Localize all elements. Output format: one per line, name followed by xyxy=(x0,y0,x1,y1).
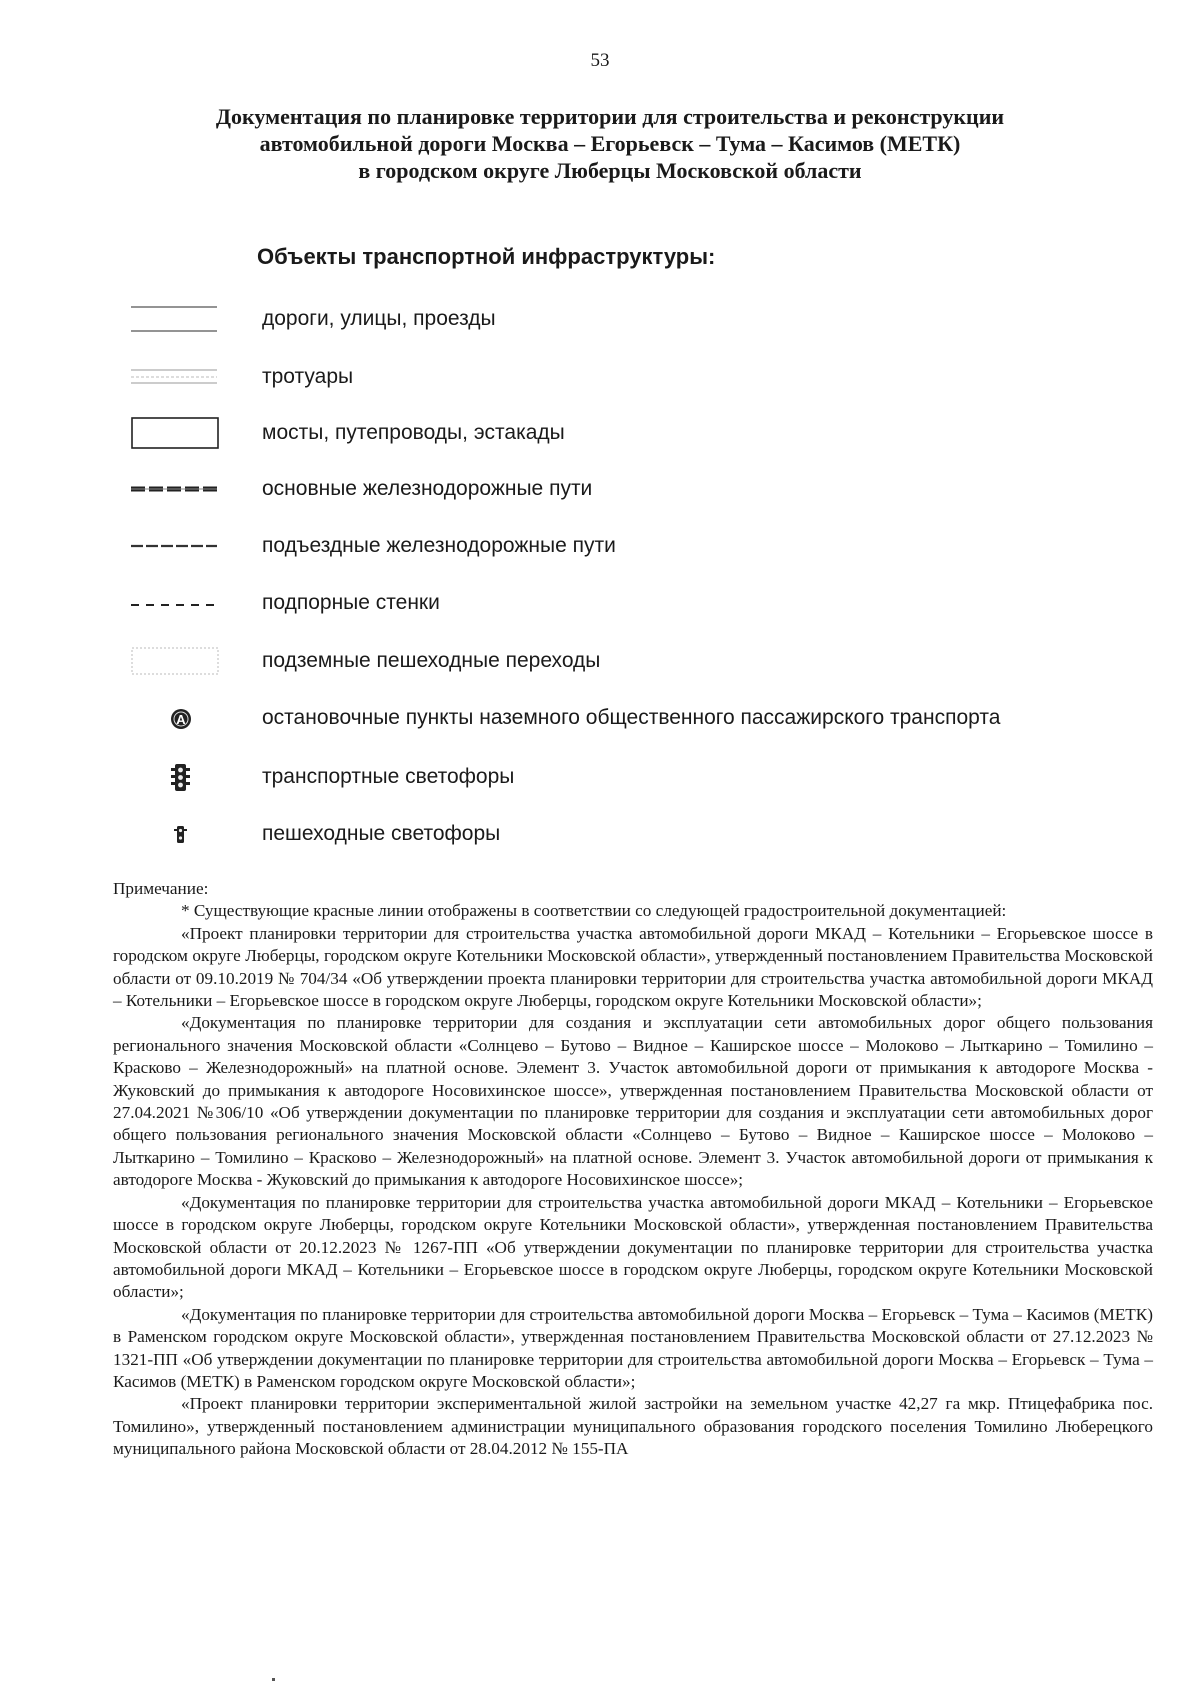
scan-speck xyxy=(272,1678,275,1681)
main-railway-icon xyxy=(125,464,225,514)
note-title: Примечание: xyxy=(113,879,209,898)
legend-item-sidewalks xyxy=(0,352,1200,402)
legend-item-retaining-walls xyxy=(0,578,1200,628)
legend-label: основные железнодорожные пути xyxy=(262,477,593,500)
legend-label: пешеходные светофоры xyxy=(262,822,501,845)
note-paragraph: «Проект планировки территории для строительства участка автомобильной дороги МКАД – Котельники – Егорьевское шоссе в городском округе Люберцы, городском округе Котельники Московской области», утвержденный постановлением Правительства Московской области от 09.10.2019 № 704/34 «Об утверждении проекта планировки территории для строительства участка автомобильной дороги МКАД – Котельники – Егорьевское шоссе в городском округе Люберцы, городском округе Котельники Московской области»; xyxy=(113,923,1153,1011)
legend-item-bridges xyxy=(0,408,1200,458)
road-lines-icon xyxy=(125,294,225,344)
title-line-2: автомобильной дороги Москва – Егорьевск – Тума – Касимов (МЕТК) xyxy=(259,131,961,156)
legend-item-pedestrian-lights xyxy=(0,809,1200,859)
note-paragraph: * Существующие красные линии отображены в соответствии со следующей градостроительной документацией: xyxy=(181,901,1007,921)
document-title xyxy=(150,103,1070,184)
note-section xyxy=(113,878,1153,1461)
legend-item-underpasses xyxy=(0,636,1200,686)
legend-item-bus-stops xyxy=(0,693,1200,743)
legend-label: подземные пешеходные переходы xyxy=(262,649,601,672)
legend-label: тротуары xyxy=(262,365,354,388)
bridge-rect-icon xyxy=(125,408,225,458)
legend-heading: Объекты транспортной инфраструктуры: xyxy=(257,244,716,269)
legend-label: остановочные пункты наземного общественного пассажирского транспорта xyxy=(262,706,1001,729)
page-number: 53 xyxy=(590,50,610,71)
access-railway-icon xyxy=(125,521,225,571)
title-line-1: Документация по планировке территории для строительства и реконструкции xyxy=(215,104,1005,129)
sidewalk-hatch-icon xyxy=(125,352,225,402)
traffic-light-icon xyxy=(125,752,225,802)
legend-item-traffic-lights xyxy=(0,752,1200,802)
svg-text:A: A xyxy=(176,712,186,727)
legend-label: подъездные железнодорожные пути xyxy=(262,534,616,557)
legend-label: транспортные светофоры xyxy=(262,765,515,788)
pedestrian-light-icon xyxy=(125,809,225,859)
legend-label: подпорные стенки xyxy=(262,591,440,614)
bus-stop-a-icon xyxy=(125,693,225,743)
note-paragraph: «Проект планировки территории экспериментальной жилой застройки на земельном участке 42,27 га мкр. Птицефабрика пос. Томилино», утвержденный постановлением администрации муниципального образования городского поселения Томилино Люберецкого муниципального района Московской области от 28.04.2012 № 155-ПА xyxy=(113,1394,1153,1459)
title-line-3: в городском округе Люберцы Московской области xyxy=(358,158,862,183)
legend-item-main-railway xyxy=(0,464,1200,514)
legend-label: дороги, улицы, проезды xyxy=(262,307,496,330)
legend-label: мосты, путепроводы, эстакады xyxy=(262,421,565,444)
legend-item-roads xyxy=(0,294,1200,344)
retaining-wall-dashed-icon xyxy=(125,578,225,628)
note-paragraph: «Документация по планировке территории для создания и эксплуатации сети автомобильных дорог общего пользования регионального значения Московской области «Солнцево – Бутово – Видное – Каширское шоссе – Молоково – Лыткарино – Томилино – Красково – Железнодорожный» на платной основе. Элемент 3. Участок автомобильной дороги от примыкания к автодороге Москва - Жуковский до примыкания к автодороге Носовихинское шоссе», утвержденная постановлением Правительства Московской области от 27.04.2021 №306/10 «Об утверждении документации по планировке территории для создания и эксплуатации сети автомобильных дорог общего пользования регионального значения Московской области «Солнцево – Бутово – Видное – Каширское шоссе – Молоково – Лыткарино – Томилино – Красково – Железнодорожный» на платной основе. Элемент 3. Участок автомобильной дороги от примыкания к автодороге Москва - Жуковский до примыкания к автодороге Носовихинское шоссе»; xyxy=(113,1013,1153,1190)
note-paragraph: «Документация по планировке территории для строительства автомобильной дороги Москва – Егорьевск – Тума – Касимов (МЕТК) в Раменском городском округе Московской области», утвержденная постановлением Правительства Московской области от 27.12.2023 № 1321-ПП «Об утверждении документации по планировке территории для строительства автомобильной дороги Москва – Егорьевск – Тума – Касимов (МЕТК) в Раменском городском округе Московской области»; xyxy=(113,1304,1153,1391)
legend-item-access-railway xyxy=(0,521,1200,571)
underpass-dotted-icon xyxy=(125,636,225,686)
note-paragraph: «Документация по планировке территории для строительства участка автомобильной дороги МКАД – Котельники – Егорьевское шоссе в городском округе Люберцы, городском округе Котельники Московской области», утвержденная постановлением Правительства Московской области от 20.12.2023 № 1267-ПП «Об утверждении документации по планировке территории для строительства участка автомобильной дороги МКАД – Котельники – Егорьевское шоссе в городском округе Люберцы, городском округе Котельники Московской области»; xyxy=(113,1192,1153,1302)
